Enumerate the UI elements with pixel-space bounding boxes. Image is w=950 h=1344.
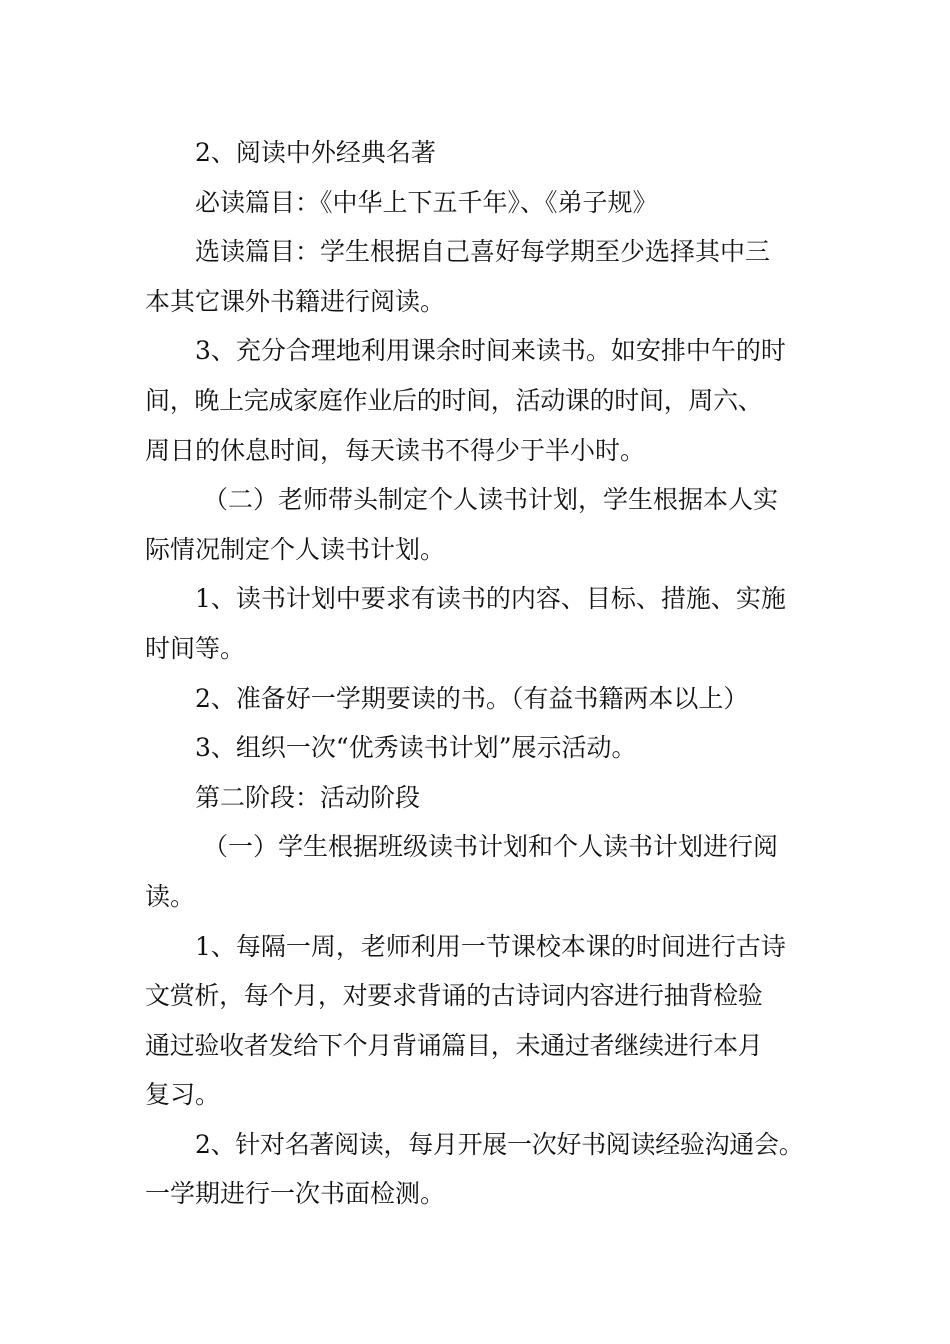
teacher-plan-line-1: （二）老师带头制定个人读书计划，学生根据本人实 bbox=[203, 485, 779, 515]
poetry-appreciation-line-3: 通过验收者发给下个月背诵篇目，未通过者继续进行本月 bbox=[145, 1030, 763, 1060]
poetry-appreciation-line-1: 1、每隔一周，老师利用一节课校本课的时间进行古诗 bbox=[195, 931, 786, 961]
student-reading-line-2: 读。 bbox=[145, 881, 196, 911]
classics-exchange-line-1: 2、针对名著阅读，每月开展一次好书阅读经验沟通会。 bbox=[195, 1129, 804, 1159]
student-reading-line-1: （一）学生根据班级读书计划和个人读书计划进行阅 bbox=[203, 832, 779, 862]
prepare-books-line: 2、准备好一学期要读的书。（有益书籍两本以上） bbox=[195, 683, 749, 713]
paragraph-heading-reading-classics: 2、阅读中外经典名著 bbox=[195, 138, 436, 167]
spare-time-reading-line-3: 周日的休息时间，每天读书不得少于半小时。 bbox=[145, 435, 646, 465]
poetry-appreciation-line-4: 复习。 bbox=[145, 1080, 221, 1110]
plan-requirements-line-1: 1、读书计划中要求有读书的内容、目标、措施、实施 bbox=[195, 584, 786, 614]
required-reading-line: 必读篇目：《中华上下五千年》、《弟子规》 bbox=[195, 187, 658, 217]
stage-two-heading: 第二阶段：活动阶段 bbox=[195, 782, 421, 812]
classics-exchange-line-2: 一学期进行一次书面检测。 bbox=[145, 1179, 446, 1209]
spare-time-reading-line-2: 间，晚上完成家庭作业后的时间，活动课的时间，周六、 bbox=[145, 385, 763, 415]
optional-reading-line-1: 选读篇目：学生根据自己喜好每学期至少选择其中三 bbox=[195, 237, 771, 267]
poetry-appreciation-line-2: 文赏析，每个月，对要求背诵的古诗词内容进行抽背检验 bbox=[145, 981, 763, 1011]
plan-requirements-line-2: 时间等。 bbox=[145, 633, 246, 663]
teacher-plan-line-2: 际情况制定个人读书计划。 bbox=[145, 534, 446, 564]
spare-time-reading-line-1: 3、充分合理地利用课余时间来读书。如安排中午的时 bbox=[195, 336, 786, 366]
document-body bbox=[145, 128, 815, 1219]
showcase-activity-line: 3、组织一次“优秀读书计划”展示活动。 bbox=[195, 733, 637, 763]
optional-reading-line-2: 本其它课外书籍进行阅读。 bbox=[145, 286, 446, 316]
